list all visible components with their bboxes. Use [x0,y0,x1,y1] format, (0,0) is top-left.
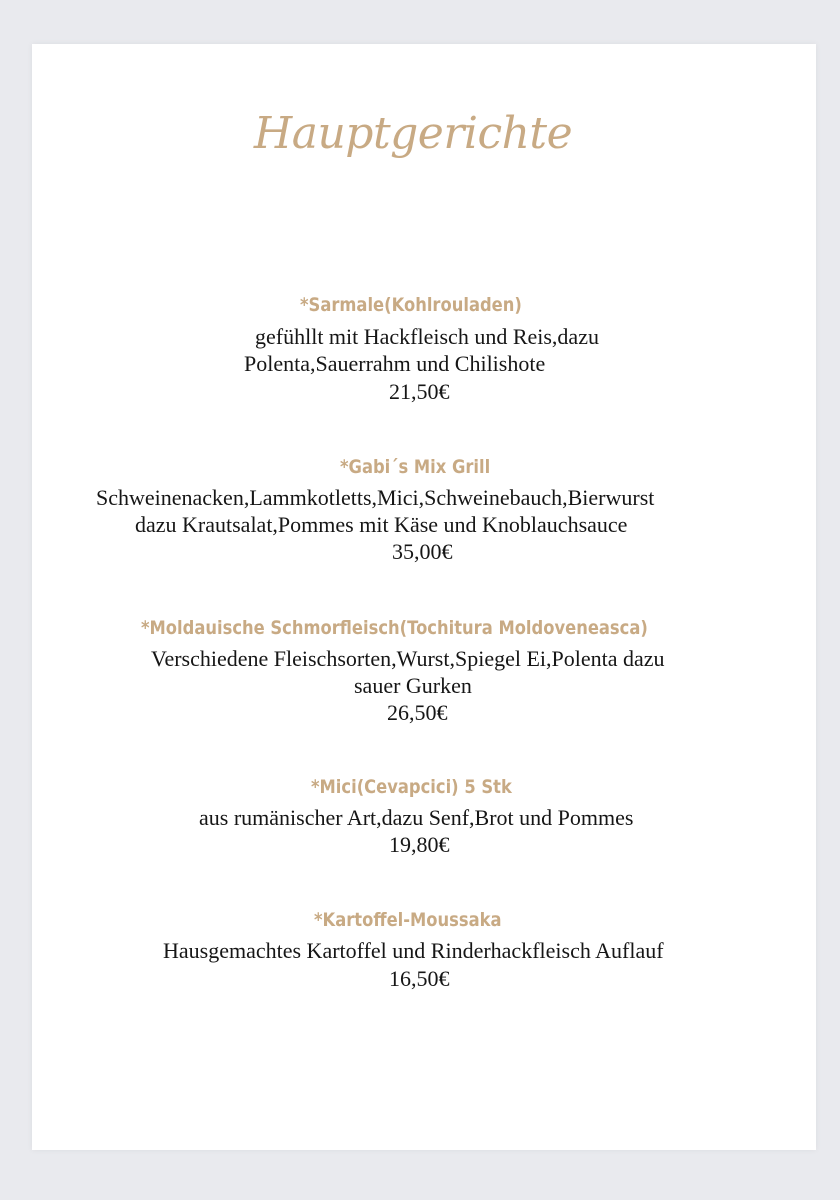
page-title: Hauptgerichte [253,108,573,159]
dish-description: aus rumänischer Art,dazu Senf,Brot und Pommes [199,805,634,830]
dish-description: Hausgemachtes Kartoffel und Rinderhackfleisch Auflauf [163,938,664,963]
dish-price: 21,50€ [389,379,450,404]
dish-price: 19,80€ [389,832,450,857]
dish-description: Schweinenacken,Lammkotletts,Mici,Schweinebauch,Bierwurst [96,485,655,510]
dish-description: gefühllt mit Hackfleisch und Reis,dazu [255,324,599,349]
dish-description: sauer Gurken [354,673,472,698]
dish-description: Verschiedene Fleischsorten,Wurst,Spiegel Ei,Polenta dazu [151,646,665,671]
dish-description: Polenta,Sauerrahm und Chilishote [244,351,546,376]
dish-name: *Sarmale(Kohlrouladen) [300,294,522,316]
dish-price: 35,00€ [392,539,453,564]
dish-name: *Gabi´s Mix Grill [340,456,491,478]
dish-description: dazu Krautsalat,Pommes mit Käse und Knoblauchsauce [135,512,628,537]
dish-price: 16,50€ [389,966,450,991]
dish-name: *Mici(Cevapcici) 5 Stk [311,776,512,798]
dish-name: *Moldauische Schmorfleisch(Tochitura Moldoveneasca) [141,617,648,639]
dish-price: 26,50€ [387,700,448,725]
dish-name: *Kartoffel-Moussaka [314,909,502,931]
